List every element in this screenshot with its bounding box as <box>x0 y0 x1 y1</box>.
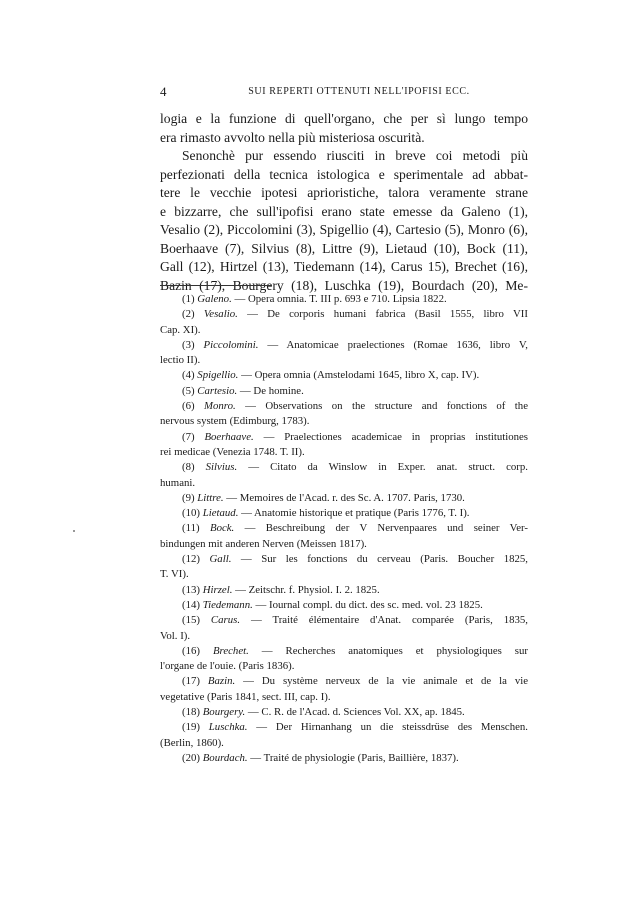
footnote-continuation: (Berlin, 1860). <box>160 736 224 749</box>
footnote-number: (6) <box>182 400 195 413</box>
footnote-number: (1) <box>182 293 195 305</box>
footnote-number: (19) <box>182 721 200 734</box>
footnote-first-line <box>160 674 528 689</box>
footnote-first-line <box>160 399 528 414</box>
body-line: tere le vecchie ipotesi aprioristiche, talora veramente strane <box>160 185 528 200</box>
body-text <box>160 110 528 295</box>
footnote-text: — Observations on the structure and fonctions of the <box>245 400 528 413</box>
footnote-first-line <box>160 751 528 766</box>
footnote-number: (17) <box>182 675 200 688</box>
footnote-first-line <box>160 720 528 735</box>
footnote-author: Brechet. <box>212 644 249 657</box>
running-title: SUI REPERTI OTTENUTI NELL'IPOFISI ECC. <box>248 86 470 97</box>
footnote-author: Bourgery. <box>202 706 246 719</box>
footnote-item <box>160 338 528 369</box>
footnote-number: (8) <box>182 461 195 474</box>
footnote-continuation: Cap. XI). <box>160 323 201 336</box>
footnote-item <box>160 491 528 506</box>
footnote-text: — Zeitschr. f. Physiol. I. 2. 1825. <box>235 583 380 596</box>
footnote-item <box>160 506 528 521</box>
footnote-first-line <box>160 552 528 567</box>
footnote-author: Tiedemann. <box>202 598 253 611</box>
page-header <box>160 84 528 100</box>
footnote-author: Hirzel. <box>202 583 233 596</box>
footnote-author: Monro. <box>204 400 236 413</box>
footnote-author: Boerhaave. <box>204 430 254 443</box>
footnote-item <box>160 292 528 307</box>
footnote-first-line <box>160 644 528 659</box>
body-line: Gall (12), Hirtzel (13), Tiedemann (14), Carus 15), Brechet (16), <box>160 259 528 274</box>
footnote-text: — Sur les fonctions du cerveau (Paris. Boucher 1825, <box>240 553 528 566</box>
footnote-author: Cartesio. <box>197 384 238 397</box>
footnote-text: — Beschreibung der V Nervenpaares und seiner Ver- <box>244 522 529 535</box>
footnote-continuation: humani. <box>160 476 196 489</box>
footnote-item <box>160 384 528 399</box>
footnote-first-line <box>160 583 528 598</box>
footnote-first-line <box>160 430 528 445</box>
footnote-continuation: l'organe de l'ouie. (Paris 1836). <box>160 660 295 673</box>
footnote-number: (12) <box>182 553 200 566</box>
footnote-first-line <box>160 384 528 399</box>
footnote-item <box>160 644 528 675</box>
footnote-number: (16) <box>182 644 200 657</box>
footnote-text: — C. R. de l'Acad. d. Sciences Vol. XX, ap. 1845. <box>247 706 465 719</box>
footnote-first-line <box>160 292 528 307</box>
footnote-author: Bock. <box>209 522 235 535</box>
footnote-text: — Memoires de l'Acad. r. des Sc. A. 1707. Paris, 1730. <box>226 491 465 504</box>
footnote-text: — Anatomie historique et pratique (Paris 1776, T. I). <box>241 507 470 520</box>
footnote-first-line <box>160 705 528 720</box>
footnote-author: Bourdach. <box>202 751 248 764</box>
footnote-number: (20) <box>182 751 200 764</box>
body-line: logia e la funzione di quell'organo, che per sì lungo tempo <box>160 111 528 126</box>
footnote-item <box>160 613 528 644</box>
footnote-text: — De homine. <box>239 384 304 397</box>
footnote-first-line <box>160 521 528 536</box>
footnote-first-line <box>160 460 528 475</box>
footnote-item <box>160 368 528 383</box>
footnote-first-line <box>160 491 528 506</box>
footnote-item <box>160 598 528 613</box>
footnote-author: Piccolomini. <box>203 338 259 351</box>
footnote-number: (18) <box>182 706 200 719</box>
footnote-text: — Recherches anatomiques et physiologiques sur <box>261 644 528 657</box>
footnote-continuation: lectio II). <box>160 354 201 367</box>
scan-speck <box>73 530 75 532</box>
footnote-number: (10) <box>182 507 200 520</box>
footnote-first-line <box>160 613 528 628</box>
footnote-number: (13) <box>182 583 200 596</box>
footnote-item <box>160 521 528 552</box>
footnote-text: — Opera omnia (Amstelodami 1645, libro X, cap. IV). <box>241 369 480 382</box>
footnote-text: — De corporis humani fabrica (Basil 1555, libro VII <box>247 308 528 321</box>
footnote-item <box>160 460 528 491</box>
body-line: perfezionati della tecnica istologica e sperimentale ad abbat- <box>160 166 528 182</box>
footnote-separator <box>160 285 272 286</box>
footnote-number: (11) <box>182 522 200 535</box>
footnote-continuation: nervous system (Edimburg, 1783). <box>160 415 310 428</box>
body-line: Bazin (17), Bourgery (18), Luschka (19), Bourdach (20), Me- <box>160 277 528 293</box>
footnote-text: — Traité de physiologie (Paris, Baillière, 1837). <box>250 751 459 764</box>
footnote-number: (9) <box>182 491 195 504</box>
footnote-continuation: rei medicae (Venezia 1748. T. II). <box>160 445 305 458</box>
footnote-author: Littre. <box>197 491 224 504</box>
footnote-item <box>160 583 528 598</box>
footnote-author: Galeno. <box>197 293 232 305</box>
footnote-item <box>160 399 528 430</box>
footnote-author: Lietaud. <box>202 507 239 520</box>
footnote-text: — Anatomicae praelectiones (Romae 1636, libro V, <box>267 338 529 351</box>
footnote-item <box>160 674 528 705</box>
footnote-item <box>160 751 528 766</box>
footnote-text: — Citato da Winslow in Exper. anat. struct. corp. <box>248 461 528 474</box>
footnote-text: — Traité élémentaire d'Anat. comparée (Paris, 1835, <box>250 614 528 627</box>
body-line: era rimasto avvolto nella più misteriosa oscurità. <box>160 129 425 145</box>
footnote-number: (14) <box>182 598 200 611</box>
footnote-first-line <box>160 598 528 613</box>
footnote-text: — Der Hirnanhang un die steissdrüse des Menschen. <box>256 721 528 734</box>
footnote-author: Spigellio. <box>197 369 239 382</box>
footnote-number: (7) <box>182 430 195 443</box>
footnote-item <box>160 430 528 461</box>
body-line: Boerhaave (7), Silvius (8), Littre (9), Lietaud (10), Bock (11), <box>160 240 528 256</box>
body-line: Senonchè pur essendo riusciti in breve coi metodi più <box>182 148 528 163</box>
footnote-author: Silvius. <box>205 461 238 474</box>
footnote-text: — Du système nerveux de la vie animale et de la vie <box>243 675 529 688</box>
footnote-first-line <box>160 307 528 322</box>
footnote-author: Carus. <box>210 614 241 627</box>
footnote-continuation: bindungen mit anderen Nerven (Meissen 1817). <box>160 537 367 550</box>
footnote-continuation: T. VI). <box>160 568 189 581</box>
footnote-number: (4) <box>182 369 195 382</box>
footnote-first-line <box>160 368 528 383</box>
footnote-first-line <box>160 338 528 353</box>
footnote-text: — Iournal compl. du dict. des sc. med. vol. 23 1825. <box>255 598 483 611</box>
page-number: 4 <box>160 84 168 99</box>
footnote-item <box>160 720 528 751</box>
footnote-author: Bazin. <box>207 675 236 688</box>
footnote-continuation: vegetative (Paris 1841, sect. III, cap. I). <box>160 690 331 703</box>
footnote-number: (15) <box>182 614 200 627</box>
footnote-number: (3) <box>182 338 195 351</box>
footnote-item <box>160 307 528 338</box>
footnote-author: Luschka. <box>208 721 248 734</box>
body-line: e bizzarre, che sull'ipofisi erano state emesse da Galeno (1), <box>160 203 528 219</box>
footnote-number: (2) <box>182 308 195 321</box>
footnote-item <box>160 552 528 583</box>
footnote-text: — Praelectiones academicae in proprias institutiones <box>263 430 529 443</box>
footnotes <box>160 292 528 766</box>
footnote-first-line <box>160 506 528 521</box>
footnote-number: (5) <box>182 384 195 397</box>
footnote-text: — Opera omnia. T. III p. 693 e 710. Lipsia 1822. <box>234 293 447 305</box>
footnote-continuation: Vol. I). <box>160 629 191 642</box>
footnote-author: Gall. <box>209 553 232 566</box>
body-line: Vesalio (2), Piccolomini (3), Spigellio (4), Cartesio (5), Monro (6), <box>160 222 528 237</box>
footnote-item <box>160 705 528 720</box>
footnote-author: Vesalio. <box>203 308 238 321</box>
